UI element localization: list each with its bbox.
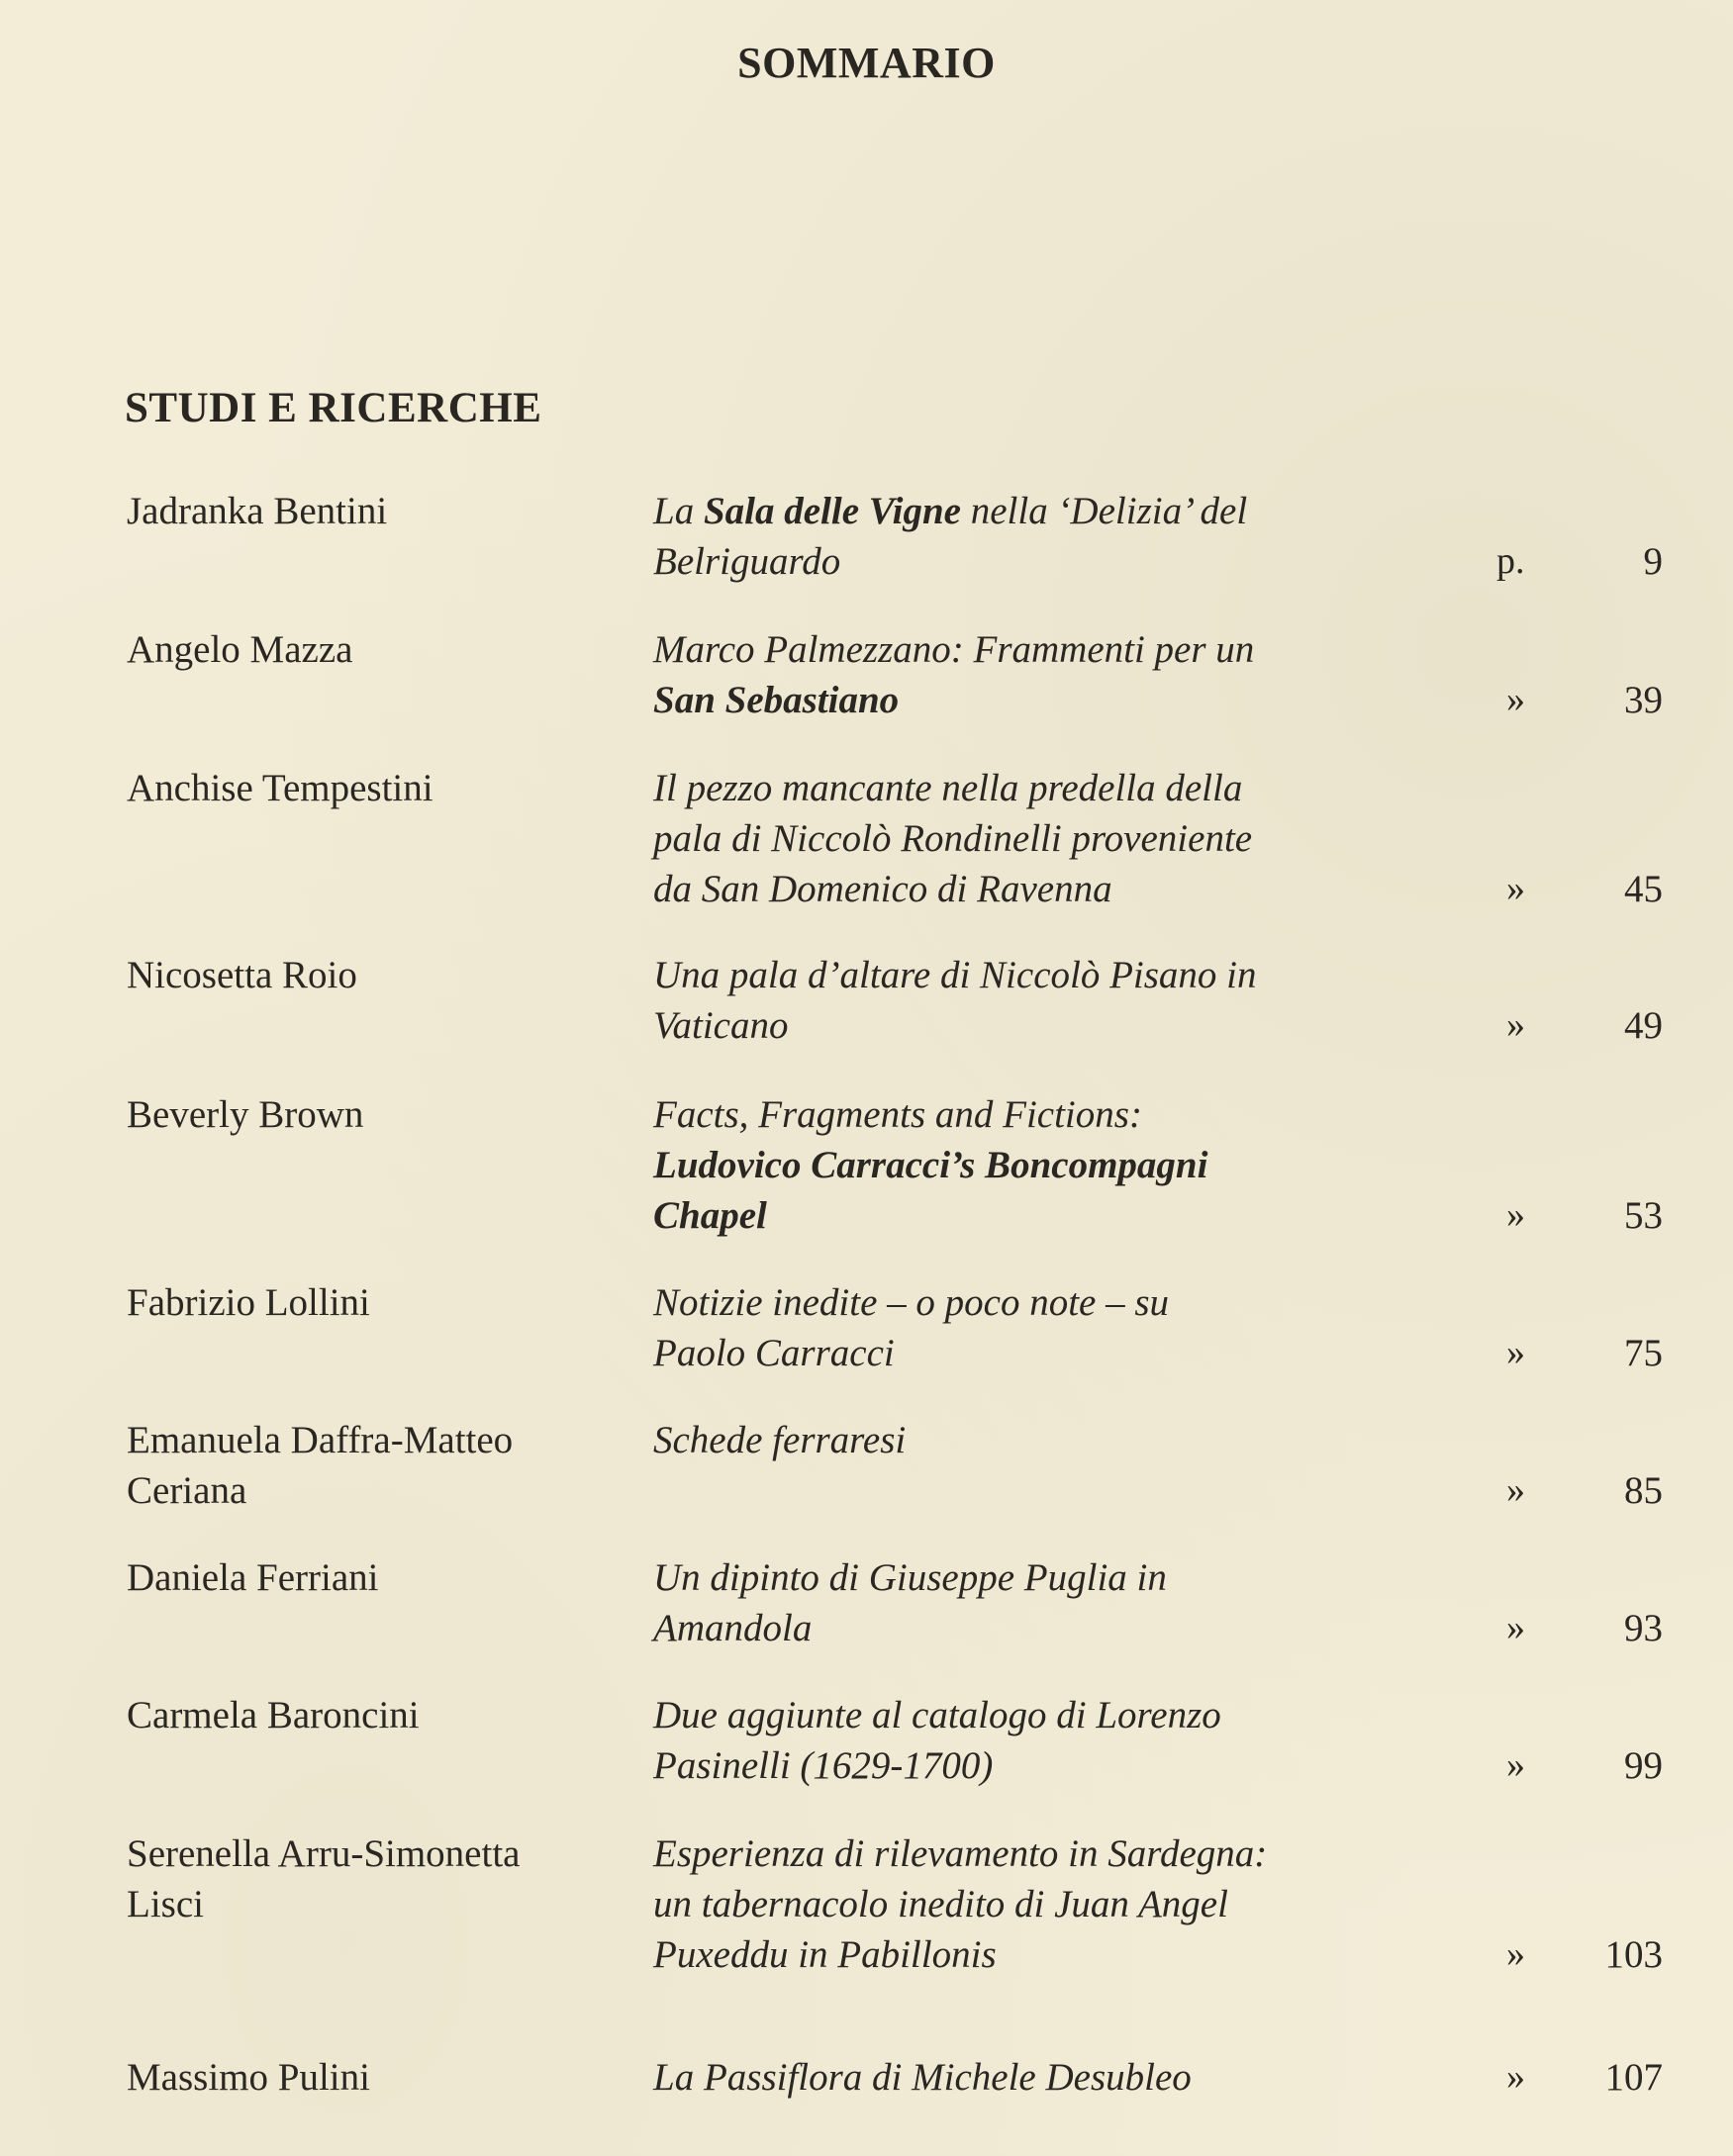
title-line — [653, 1828, 1405, 1879]
title-line — [653, 675, 1405, 725]
title-line — [653, 1089, 1405, 1140]
entry-title — [653, 2052, 1405, 2103]
author-line: Lisci — [127, 1883, 204, 1925]
title-segment-bold: San Sebastiano — [653, 679, 900, 721]
entry-author — [127, 1089, 641, 1140]
author-line: Anchise Tempestini — [127, 767, 433, 809]
title-segment: La Passiflora di Michele Desubleo — [653, 2056, 1192, 2099]
page-number: 39 — [1624, 679, 1663, 721]
title-line — [653, 813, 1405, 864]
page-number: 107 — [1604, 2056, 1663, 2099]
title-segment: Notizie inedite – o poco note – su — [653, 1281, 1170, 1324]
title-segment: La — [653, 490, 704, 532]
author-line: Carmela Baroncini — [127, 1694, 420, 1736]
title-segment-bold: Sala delle Vigne — [703, 490, 961, 532]
page-prefix: » — [1506, 868, 1525, 909]
entry-title — [653, 1089, 1405, 1241]
entry-author — [127, 486, 641, 536]
page-number: 85 — [1624, 1469, 1663, 1512]
author-line: Massimo Pulini — [127, 2056, 370, 2099]
entry-author — [127, 2052, 641, 2103]
title-line — [653, 1929, 1405, 1980]
title-line — [653, 1190, 1405, 1241]
title-segment: pala di Niccolò Rondinelli proveniente — [653, 817, 1253, 860]
entry-author — [127, 950, 641, 1000]
section-heading: STUDI E RICERCHE — [125, 385, 542, 431]
page-prefix: » — [1506, 1607, 1525, 1648]
title-line — [653, 950, 1405, 1000]
title-line — [653, 1328, 1405, 1378]
title-line — [653, 1740, 1405, 1791]
title-segment: Belriguardo — [653, 540, 841, 583]
page-title: SOMMARIO — [737, 39, 996, 87]
entry-author — [127, 1690, 641, 1740]
title-segment: Marco Palmezzano: Frammenti per un — [653, 628, 1255, 671]
title-segment: Una pala d’altare di Niccolò Pisano in — [653, 954, 1257, 996]
entry-author — [127, 1552, 641, 1603]
title-line — [653, 864, 1405, 914]
page-prefix: » — [1506, 1744, 1525, 1786]
title-segment: Esperienza di rilevamento in Sardegna: — [653, 1832, 1268, 1875]
title-line — [653, 536, 1405, 587]
page-number: 9 — [1643, 540, 1663, 583]
author-line: Jadranka Bentini — [127, 490, 388, 532]
page-number: 49 — [1624, 1004, 1663, 1047]
page-prefix: » — [1506, 1469, 1525, 1511]
title-segment: Vaticano — [653, 1004, 789, 1047]
title-line — [653, 1000, 1405, 1051]
title-line — [653, 1140, 1405, 1190]
title-segment: Puxeddu in Pabillonis — [653, 1933, 997, 1976]
page-number: 53 — [1624, 1194, 1663, 1237]
page-number: 93 — [1624, 1607, 1663, 1649]
entry-title — [653, 950, 1405, 1051]
title-segment: Un dipinto di Giuseppe Puglia in — [653, 1556, 1167, 1599]
title-line — [653, 1415, 1405, 1465]
author-line: Nicosetta Roio — [127, 954, 357, 996]
title-segment: Due aggiunte al catalogo di Lorenzo — [653, 1694, 1221, 1736]
title-line — [653, 1277, 1405, 1328]
author-line: Serenella Arru-Simonetta — [127, 1832, 521, 1875]
title-line — [653, 2052, 1405, 2103]
title-line — [653, 1552, 1405, 1603]
entry-title — [653, 1552, 1405, 1653]
title-segment: Facts, Fragments and Fictions: — [653, 1093, 1142, 1136]
page-number: 45 — [1624, 868, 1663, 910]
title-segment: nella ‘Delizia’ del — [960, 490, 1248, 532]
title-line — [653, 486, 1405, 536]
title-segment-bold: Chapel — [653, 1194, 767, 1237]
entry-author — [127, 1828, 641, 1929]
author-line: Angelo Mazza — [127, 628, 353, 671]
title-segment: un tabernacolo inedito di Juan Angel — [653, 1883, 1228, 1925]
entry-author — [127, 763, 641, 813]
author-line: Emanuela Daffra-Matteo — [127, 1419, 514, 1461]
title-segment: da San Domenico di Ravenna — [653, 868, 1112, 910]
entry-title — [653, 1415, 1405, 1465]
title-line — [653, 1603, 1405, 1653]
page-number: 75 — [1624, 1332, 1663, 1374]
title-line — [653, 763, 1405, 813]
page-number: 99 — [1624, 1744, 1663, 1787]
entry-author — [127, 1415, 641, 1516]
title-segment-bold: Ludovico Carracci’s Boncompagni — [653, 1144, 1208, 1186]
title-segment: Pasinelli (1629-1700) — [653, 1744, 994, 1787]
entry-title — [653, 624, 1405, 725]
author-line: Beverly Brown — [127, 1093, 364, 1136]
author-line: Fabrizio Lollini — [127, 1281, 370, 1324]
title-segment: Il pezzo mancante nella predella della — [653, 767, 1243, 809]
entry-title — [653, 1828, 1405, 1980]
page-prefix: » — [1506, 1332, 1525, 1373]
title-line — [653, 1690, 1405, 1740]
entry-author — [127, 624, 641, 675]
title-segment: Schede ferraresi — [653, 1419, 907, 1461]
title-segment: Amandola — [653, 1607, 813, 1649]
title-line — [653, 624, 1405, 675]
title-segment: Paolo Carracci — [653, 1332, 895, 1374]
entry-title — [653, 763, 1405, 914]
page-prefix: » — [1506, 1933, 1525, 1975]
title-line — [653, 1879, 1405, 1929]
page-number: 103 — [1604, 1933, 1663, 1976]
page-prefix: » — [1506, 1194, 1525, 1236]
author-line: Ceriana — [127, 1469, 247, 1512]
entry-title — [653, 1277, 1405, 1378]
entry-author — [127, 1277, 641, 1328]
page-prefix: » — [1506, 679, 1525, 720]
page-prefix: » — [1506, 2056, 1525, 2098]
author-line: Daniela Ferriani — [127, 1556, 379, 1599]
page-prefix: p. — [1496, 540, 1525, 582]
entry-title — [653, 486, 1405, 587]
page-prefix: » — [1506, 1004, 1525, 1046]
entry-title — [653, 1690, 1405, 1791]
